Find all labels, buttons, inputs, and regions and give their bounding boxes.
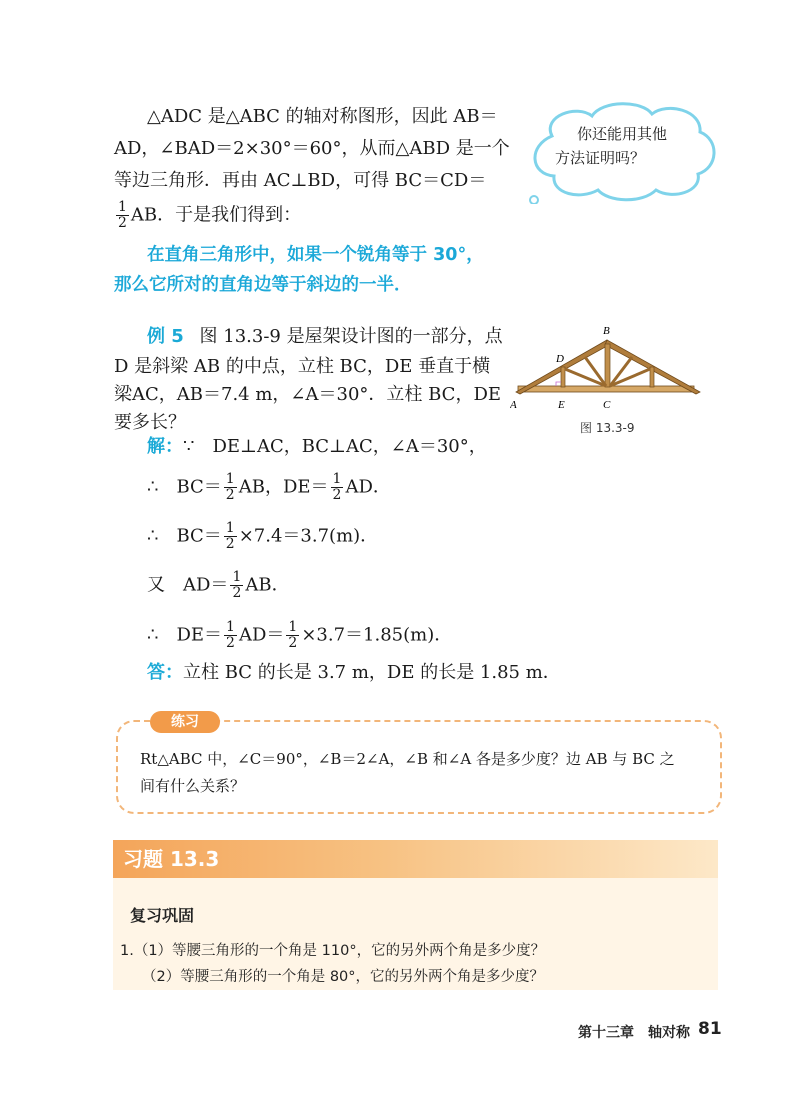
label-d: D (556, 353, 564, 365)
example-label: 例 5 (147, 326, 184, 347)
solution-line-5-c: ×3.7＝1.85(m)． (301, 624, 453, 646)
fraction-denominator: 2 (225, 536, 235, 552)
fraction-numerator: 1 (226, 619, 235, 635)
solution-line-4-b: AB． (245, 574, 290, 596)
fraction (286, 620, 299, 651)
answer-label: 答： (147, 662, 183, 683)
solution-label: 解： (147, 436, 183, 457)
solution-line-2-c: AD． (345, 476, 391, 498)
right-post (650, 367, 654, 387)
post-bc (605, 344, 610, 387)
solution-line-4 (147, 570, 290, 601)
solution-line-4-a: 又 AD＝ (147, 574, 229, 596)
theorem-line-2: 那么它所对的直角边等于斜边的一半． (114, 275, 412, 295)
solution-line-5 (147, 620, 452, 651)
practice-tag: 练习 (150, 711, 220, 733)
exercise-q1a: 1.（1）等腰三角形的一个角是 110°，它的另外两个角是多少度？ (120, 943, 546, 959)
fraction-numerator: 1 (332, 471, 342, 487)
solution-line-1-text: ∵ DE⊥AC，BC⊥AC，∠A＝30°， (183, 436, 487, 457)
example-line-1-text: 图 13.3-9 是屋架设计图的一部分，点 (199, 326, 503, 347)
fraction-numerator: 1 (225, 520, 235, 536)
cloud-line-1: 你还能用其他 (577, 125, 668, 143)
solution-line-5-a: ∴ DE＝ (147, 624, 223, 646)
theorem-line-1: 在直角三角形中，如果一个锐角等于 30°， (147, 245, 484, 265)
fraction-numerator: 1 (288, 619, 298, 635)
practice-line-2: 间有什么关系？ (140, 777, 246, 795)
proof-line-2: AD，∠BAD＝2×30°＝60°，从而△ABD 是一个 (114, 138, 510, 159)
fraction (331, 472, 344, 503)
exercise-q1b: （2）等腰三角形的一个角是 80°，它的另外两个角是多少度？ (142, 969, 545, 985)
footer-chapter: 第十三章 轴对称 (578, 1025, 690, 1041)
solution-line-2-a: ∴ BC＝ (147, 476, 222, 498)
exercise-title: 习题 13.3 (123, 847, 220, 871)
practice-line-1: Rt△ABC 中，∠C＝90°，∠B＝2∠A，∠B 和∠A 各是多少度？边 AB 与 BC 之 (140, 750, 675, 768)
fraction-numerator: 1 (232, 569, 242, 585)
label-a: A (510, 399, 517, 411)
label-b: B (603, 325, 610, 337)
fraction-denominator: 2 (232, 585, 242, 601)
fraction-denominator: 2 (118, 215, 127, 231)
fraction-numerator: 1 (225, 471, 235, 487)
post-de (561, 367, 565, 387)
cloud-text (555, 122, 715, 170)
page-number: 81 (698, 1019, 722, 1039)
solution-line-3-b: ×7.4＝3.7(m)． (238, 525, 379, 547)
fraction (230, 570, 243, 601)
solution-line-3 (147, 521, 378, 552)
answer-text: 立柱 BC 的长是 3.7 m，DE 的长是 1.85 m． (183, 662, 561, 683)
example-line-2: D 是斜梁 AB 的中点，立柱 BC，DE 垂直于横 (114, 356, 491, 377)
proof-line-4-text: AB．于是我们得到： (130, 204, 302, 226)
fraction (224, 521, 237, 552)
fraction (116, 200, 129, 231)
fraction (224, 620, 237, 651)
fraction-denominator: 2 (225, 487, 235, 503)
solution-line-3-a: ∴ BC＝ (147, 525, 222, 547)
answer-line (147, 660, 561, 686)
fraction-numerator: 1 (118, 199, 127, 215)
example-line-1 (147, 324, 503, 350)
roof-truss-figure (510, 322, 706, 418)
right-angle-mark (556, 382, 561, 386)
proof-line-4 (114, 200, 301, 231)
example-line-4: 要多长？ (114, 412, 186, 433)
proof-line-3: 等边三角形．再由 AC⊥BD，可得 BC＝CD＝ (114, 170, 487, 191)
fraction-denominator: 2 (332, 487, 342, 503)
exercise-subtitle: 复习巩固 (130, 906, 195, 925)
solution-line-1 (147, 434, 487, 460)
fraction-denominator: 2 (226, 635, 235, 651)
solution-line-2 (147, 472, 391, 503)
label-e: E (558, 399, 565, 411)
proof-line-1: △ADC 是△ABC 的轴对称图形，因此 AB＝ (147, 106, 498, 127)
fraction (224, 472, 237, 503)
cloud-line-2: 方法证明吗？ (555, 149, 646, 167)
solution-line-2-b: AB，DE＝ (238, 476, 329, 498)
example-line-3: 梁AC，AB＝7.4 m，∠A＝30°．立柱 BC，DE (114, 384, 502, 405)
figure-caption: 图 13.3-9 (580, 421, 635, 435)
fraction-denominator: 2 (288, 635, 298, 651)
solution-line-5-b: AD＝ (238, 624, 285, 646)
label-c: C (603, 399, 611, 411)
